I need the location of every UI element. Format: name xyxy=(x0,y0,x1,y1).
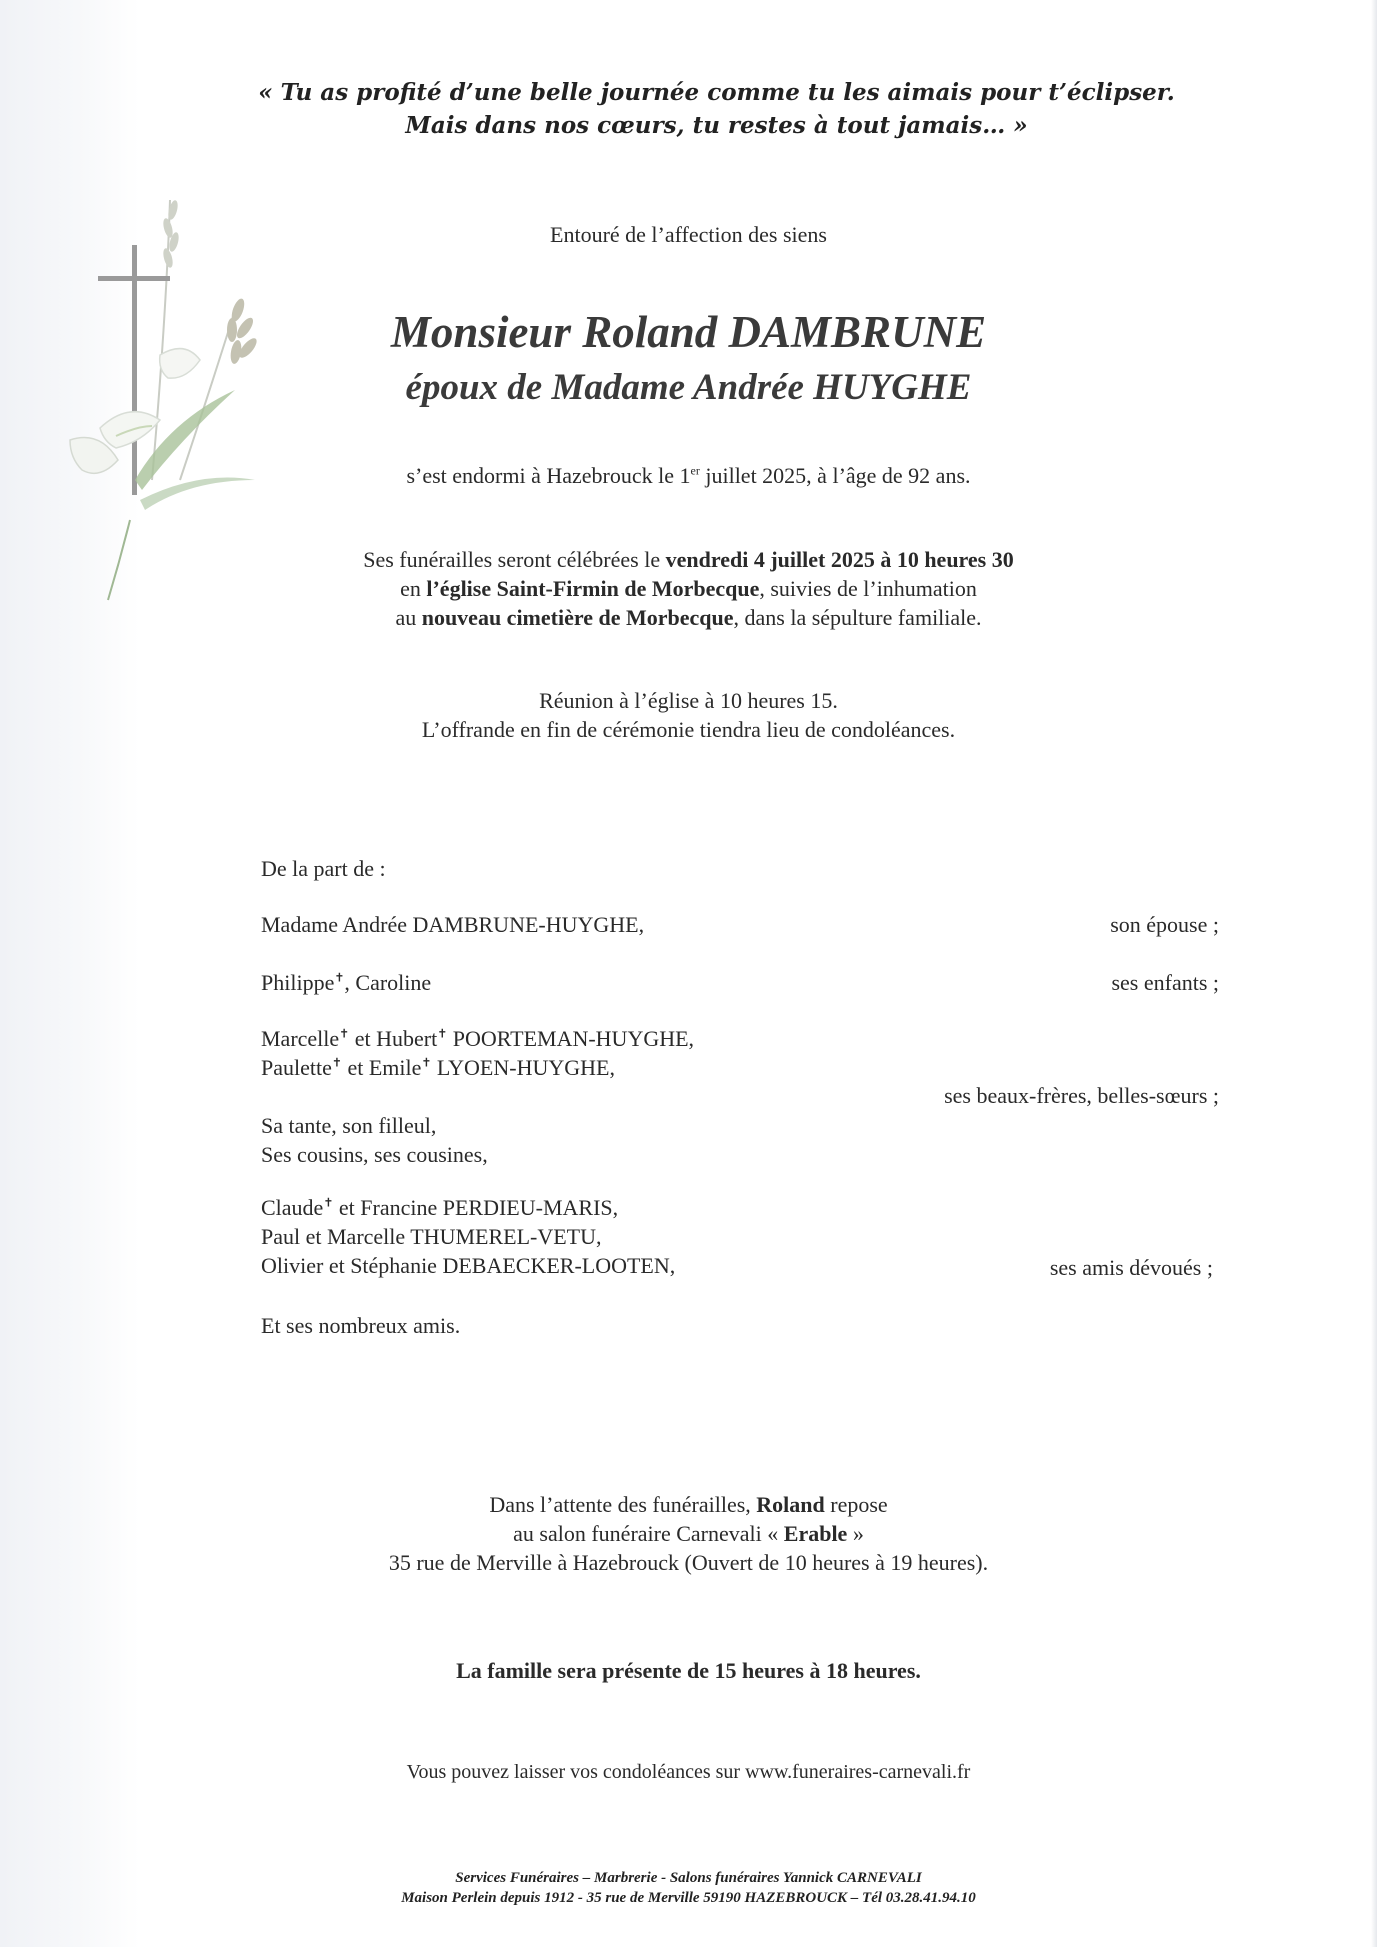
repose-info: Dans l’attente des funérailles, Roland repose au salon funéraire Carnevali « Erable » 35 rue de Merville à Hazebrouck (Ouvert de 10 heures à 19 heures). xyxy=(388,1492,989,1575)
deceased-mark-icon: ✝ xyxy=(334,970,345,985)
intro-text: Entouré de l’affection des siens xyxy=(550,222,827,247)
children-names: Philippe✝, Caroline xyxy=(261,970,432,995)
funeral-home-footer: Services Funéraires – Marbrerie - Salons funéraires Yannick CARNEVALI Maison Perlein depuis 1912 - 35 rue de Merville 59190 HAZEBROUCK – Tél 03.28.41.94.10 xyxy=(401,1870,976,1906)
reunion-info: Réunion à l’église à 10 heures 15. L’offrande en fin de cérémonie tiendra lieu de condoléances. xyxy=(421,688,956,742)
spouse-relation: son épouse ; xyxy=(1110,912,1219,937)
quote-line-1: « Tu as profité d’une belle journée comme tu les aimais pour t’éclipser. xyxy=(258,79,1175,106)
family-closing: Et ses nombreux amis. xyxy=(261,1313,461,1338)
children-relation: ses enfants ; xyxy=(1111,970,1219,995)
siblings-relation: ses beaux-frères, belles-sœurs ; xyxy=(944,1083,1219,1108)
deceased-name: Monsieur Roland DAMBRUNE xyxy=(390,307,987,357)
right-edge-shading xyxy=(1371,0,1377,1947)
friends-relation: ses amis dévoués ; xyxy=(1049,1255,1213,1280)
friends-names: Claude✝ et Francine PERDIEU-MARIS, Paul et Marcelle THUMEREL-VETU, Olivier et Stéphanie DEBAECKER-LOOTEN, xyxy=(261,1195,676,1278)
deceased-mark-icon: ✝ xyxy=(323,1195,334,1210)
epitaph-quote xyxy=(0,76,1377,142)
death-statement: s’est endormi à Hazebrouck le 1er juillet 2025, à l’âge de 92 ans. xyxy=(406,463,971,488)
deceased-mark-icon: ✝ xyxy=(339,1026,350,1041)
funeral-details xyxy=(0,545,1377,632)
deceased-mark-icon: ✝ xyxy=(421,1055,432,1070)
funeral-line-1: Ses funérailles seront célébrées le vendredi 4 juillet 2025 à 10 heures 30 xyxy=(363,547,1014,572)
funeral-line-3: au nouveau cimetière de Morbecque, dans la sépulture familiale. xyxy=(395,605,982,630)
siblings-names: Marcelle✝ et Hubert✝ POORTEMAN-HUYGHE, Paulette✝ et Emile✝ LYOEN-HUYGHE, xyxy=(261,1026,695,1080)
deceased-mark-icon: ✝ xyxy=(437,1026,448,1041)
spouse-name: Madame Andrée DAMBRUNE-HUYGHE, xyxy=(261,912,645,937)
funeral-line-2: en l’église Saint-Firmin de Morbecque, suivies de l’inhumation xyxy=(400,576,977,601)
quote-line-2: Mais dans nos cœurs, tu restes à tout jamais… » xyxy=(405,112,1028,139)
deceased-mark-icon: ✝ xyxy=(331,1055,342,1070)
relatives-names: Sa tante, son filleul, Ses cousins, ses cousines, xyxy=(261,1113,488,1167)
family-intro: De la part de : xyxy=(261,856,386,881)
family-presence: La famille sera présente de 15 heures à 18 heures. xyxy=(456,1658,921,1683)
spouse-line: époux de Madame Andrée HUYGHE xyxy=(405,367,972,408)
condolences-line: Vous pouvez laisser vos condoléances sur www.funeraires-carnevali.fr xyxy=(406,1761,971,1783)
